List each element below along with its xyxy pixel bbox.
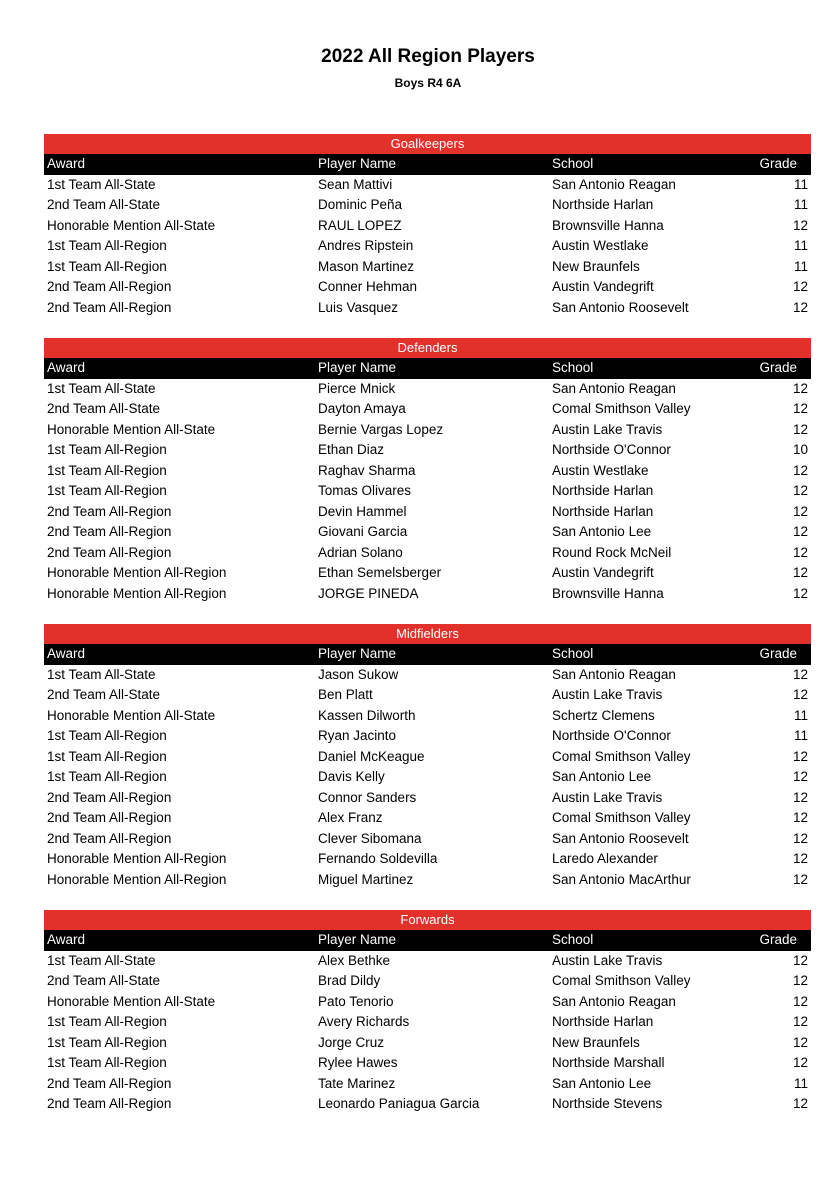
table-row [44,1074,811,1095]
school-cell: Austin Lake Travis [552,421,663,437]
award-cell: 1st Team All-Region [47,238,167,253]
school-cell: Brownsville Hanna [552,217,664,233]
player-cell: Connor Sanders [318,789,417,805]
section-forwards [44,910,811,1115]
column-header-award: Award [47,646,86,661]
grade-cell: 12 [792,279,808,294]
grade-cell: 12 [792,993,808,1009]
section-goalkeepers [44,134,811,318]
player-cell: RAUL LOPEZ [318,217,402,233]
grade-cell: 11 [793,258,808,274]
section-title: Goalkeepers [44,134,811,154]
award-cell: 1st Team All-Region [47,442,167,457]
player-cell: Avery Richards [318,1014,410,1029]
grade-cell: 11 [793,238,808,253]
school-cell: Comal Smithson Valley [552,810,691,825]
grade-cell: 12 [792,1055,808,1070]
player-cell: Ethan Semelsberger [318,565,442,580]
award-cell: 1st Team All-State [47,176,156,192]
school-cell: San Antonio Reagan [552,666,676,682]
grade-cell: 12 [792,666,808,682]
player-cell: Ethan Diaz [318,442,385,457]
table-row [44,584,811,605]
grade-cell: 12 [792,748,808,764]
section-title: Defenders [44,338,811,358]
table-header [44,154,811,175]
table-row [44,1053,811,1074]
player-cell: Rylee Hawes [318,1055,398,1070]
table-row [44,665,811,686]
column-header-award: Award [47,360,86,375]
column-header-player: Player Name [318,646,397,661]
table-row [44,236,811,257]
school-cell: Northside Harlan [552,197,654,212]
table-row [44,461,811,482]
school-cell: Schertz Clemens [552,707,655,723]
grade-cell: 12 [792,585,808,601]
player-cell: Leonardo Paniagua Garcia [318,1096,480,1111]
table-row [44,399,811,420]
school-cell: Northside Harlan [552,503,654,519]
award-cell: 2nd Team All-State [47,973,161,988]
school-cell: Comal Smithson Valley [552,748,691,764]
table-row [44,747,811,768]
award-cell: 2nd Team All-Region [47,830,172,846]
table-row [44,1012,811,1033]
school-cell: San Antonio Reagan [552,380,676,396]
school-cell: San Antonio MacArthur [552,871,691,887]
player-cell: Conner Hehman [318,279,418,294]
column-header-grade: Grade [759,156,797,171]
player-cell: Daniel McKeague [318,748,425,764]
section-title: Forwards [44,910,811,930]
school-cell: New Braunfels [552,1034,640,1050]
player-cell: Mason Martinez [318,258,415,274]
award-cell: 1st Team All-State [47,666,156,682]
school-cell: San Antonio Reagan [552,993,676,1009]
player-cell: Brad Dildy [318,973,381,988]
table-row [44,277,811,298]
school-cell: Austin Westlake [552,462,649,478]
player-cell: Tate Marinez [318,1075,396,1091]
table-row [44,971,811,992]
grade-cell: 12 [792,1014,808,1029]
section-midfielders [44,624,811,890]
table-row [44,992,811,1013]
award-cell: 2nd Team All-State [47,687,161,702]
school-cell: San Antonio Lee [552,769,652,784]
table-header [44,358,811,379]
grade-cell: 12 [792,1034,808,1050]
grade-cell: 11 [793,1075,808,1091]
column-header-grade: Grade [759,646,797,661]
school-cell: Austin Westlake [552,238,649,253]
award-cell: 2nd Team All-Region [47,544,172,560]
school-cell: San Antonio Lee [552,524,652,539]
player-cell: Dominic Peña [318,197,403,212]
table-row [44,195,811,216]
column-header-school: School [552,360,594,375]
school-cell: Brownsville Hanna [552,585,664,601]
grade-cell: 12 [792,687,808,702]
player-cell: Raghav Sharma [318,462,416,478]
table-header [44,930,811,951]
grade-cell: 12 [792,565,808,580]
player-cell: Dayton Amaya [318,401,406,416]
grade-cell: 10 [792,442,808,457]
grade-cell: 12 [792,973,808,988]
grade-cell: 12 [792,299,808,315]
table-row [44,420,811,441]
table-row [44,808,811,829]
award-cell: 2nd Team All-Region [47,299,172,315]
school-cell: San Antonio Roosevelt [552,299,689,315]
player-cell: Kassen Dilworth [318,707,416,723]
school-cell: San Antonio Roosevelt [552,830,689,846]
player-cell: Ben Platt [318,687,373,702]
table-row [44,175,811,196]
grade-cell: 12 [792,503,808,519]
table-row [44,502,811,523]
column-header-player: Player Name [318,156,397,171]
player-cell: Davis Kelly [318,769,385,784]
school-cell: Austin Vandegrift [552,565,654,580]
school-cell: Northside O'Connor [552,728,671,743]
award-cell: Honorable Mention All-State [47,421,216,437]
award-cell: 1st Team All-State [47,952,156,968]
column-header-player: Player Name [318,360,397,375]
player-cell: Bernie Vargas Lopez [318,421,444,437]
award-cell: 1st Team All-Region [47,728,167,743]
section-defenders [44,338,811,604]
school-cell: Laredo Alexander [552,851,658,866]
award-cell: Honorable Mention All-Region [47,871,227,887]
player-cell: Giovani Garcia [318,524,408,539]
player-cell: Jorge Cruz [318,1034,385,1050]
grade-cell: 12 [792,769,808,784]
grade-cell: 12 [792,401,808,416]
award-cell: 2nd Team All-Region [47,810,172,825]
player-cell: Andres Ripstein [318,238,414,253]
player-cell: Tomas Olivares [318,483,412,498]
grade-cell: 11 [793,728,808,743]
table-row [44,1033,811,1054]
column-header-grade: Grade [759,932,797,947]
table-row [44,1094,811,1115]
player-cell: JORGE PINEDA [318,585,419,601]
grade-cell: 12 [792,871,808,887]
grade-cell: 12 [792,952,808,968]
grade-cell: 12 [792,810,808,825]
award-cell: Honorable Mention All-State [47,707,216,723]
table-row [44,257,811,278]
column-header-grade: Grade [759,360,797,375]
school-cell: Northside Marshall [552,1055,665,1070]
player-cell: Alex Franz [318,810,383,825]
player-cell: Ryan Jacinto [318,728,397,743]
table-row [44,298,811,319]
award-cell: 2nd Team All-Region [47,524,172,539]
table-row [44,481,811,502]
school-cell: Northside O'Connor [552,442,671,457]
school-cell: Round Rock McNeil [552,544,672,560]
column-header-school: School [552,156,594,171]
school-cell: Austin Lake Travis [552,789,663,805]
school-cell: Austin Lake Travis [552,952,663,968]
award-cell: 2nd Team All-Region [47,1075,172,1091]
player-cell: Sean Mattivi [318,176,393,192]
award-cell: 1st Team All-Region [47,1034,167,1050]
award-cell: 1st Team All-Region [47,1014,167,1029]
section-title: Midfielders [44,624,811,644]
award-cell: 2nd Team All-Region [47,503,172,519]
player-cell: Devin Hammel [318,503,407,519]
grade-cell: 11 [793,707,808,723]
player-cell: Fernando Soldevilla [318,851,438,866]
column-header-school: School [552,932,594,947]
table-row [44,440,811,461]
award-cell: 2nd Team All-Region [47,279,172,294]
table-row [44,870,811,891]
table-row [44,849,811,870]
school-cell: Comal Smithson Valley [552,973,691,988]
school-cell: Northside Stevens [552,1096,663,1111]
table-row [44,522,811,543]
player-cell: Jason Sukow [318,666,399,682]
grade-cell: 12 [792,421,808,437]
school-cell: San Antonio Reagan [552,176,676,192]
award-cell: 1st Team All-Region [47,462,167,478]
column-header-player: Player Name [318,932,397,947]
table-row [44,726,811,747]
award-cell: Honorable Mention All-State [47,217,216,233]
column-header-award: Award [47,932,86,947]
award-cell: Honorable Mention All-Region [47,851,227,866]
table-row [44,829,811,850]
award-cell: Honorable Mention All-State [47,993,216,1009]
school-cell: Comal Smithson Valley [552,401,691,416]
player-cell: Miguel Martinez [318,871,414,887]
table-row [44,216,811,237]
page-subtitle: Boys R4 6A [394,76,462,90]
school-cell: Northside Harlan [552,1014,654,1029]
grade-cell: 12 [792,462,808,478]
table-header [44,644,811,665]
grade-cell: 11 [793,176,808,192]
award-cell: Honorable Mention All-Region [47,585,227,601]
grade-cell: 12 [792,789,808,805]
grade-cell: 12 [792,483,808,498]
award-cell: 1st Team All-Region [47,1055,167,1070]
player-cell: Alex Bethke [318,952,391,968]
award-cell: 2nd Team All-Region [47,789,172,805]
grade-cell: 12 [792,851,808,866]
award-cell: 2nd Team All-State [47,401,161,416]
player-cell: Clever Sibomana [318,830,422,846]
award-cell: Honorable Mention All-Region [47,565,227,580]
table-row [44,563,811,584]
table-row [44,788,811,809]
column-header-school: School [552,646,594,661]
player-cell: Pierce Mnick [318,380,396,396]
award-cell: 1st Team All-Region [47,769,167,784]
grade-cell: 12 [792,217,808,233]
player-cell: Pato Tenorio [318,993,394,1009]
grade-cell: 12 [792,830,808,846]
column-header-award: Award [47,156,86,171]
award-cell: 2nd Team All-State [47,197,161,212]
grade-cell: 12 [792,1096,808,1111]
award-cell: 2nd Team All-Region [47,1096,172,1111]
table-row [44,951,811,972]
player-cell: Adrian Solano [318,544,403,560]
table-row [44,706,811,727]
table-row [44,379,811,400]
award-cell: 1st Team All-Region [47,483,167,498]
grade-cell: 11 [793,197,808,212]
table-row [44,543,811,564]
grade-cell: 12 [792,380,808,396]
player-cell: Luis Vasquez [318,299,399,315]
award-cell: 1st Team All-Region [47,258,167,274]
school-cell: Northside Harlan [552,483,654,498]
school-cell: Austin Lake Travis [552,687,663,702]
award-cell: 1st Team All-Region [47,748,167,764]
table-row [44,685,811,706]
grade-cell: 12 [792,544,808,560]
grade-cell: 12 [792,524,808,539]
school-cell: Austin Vandegrift [552,279,654,294]
award-cell: 1st Team All-State [47,380,156,396]
table-row [44,767,811,788]
page-title: 2022 All Region Players [321,46,535,67]
school-cell: New Braunfels [552,258,640,274]
school-cell: San Antonio Lee [552,1075,652,1091]
roster-sections [44,134,811,1135]
